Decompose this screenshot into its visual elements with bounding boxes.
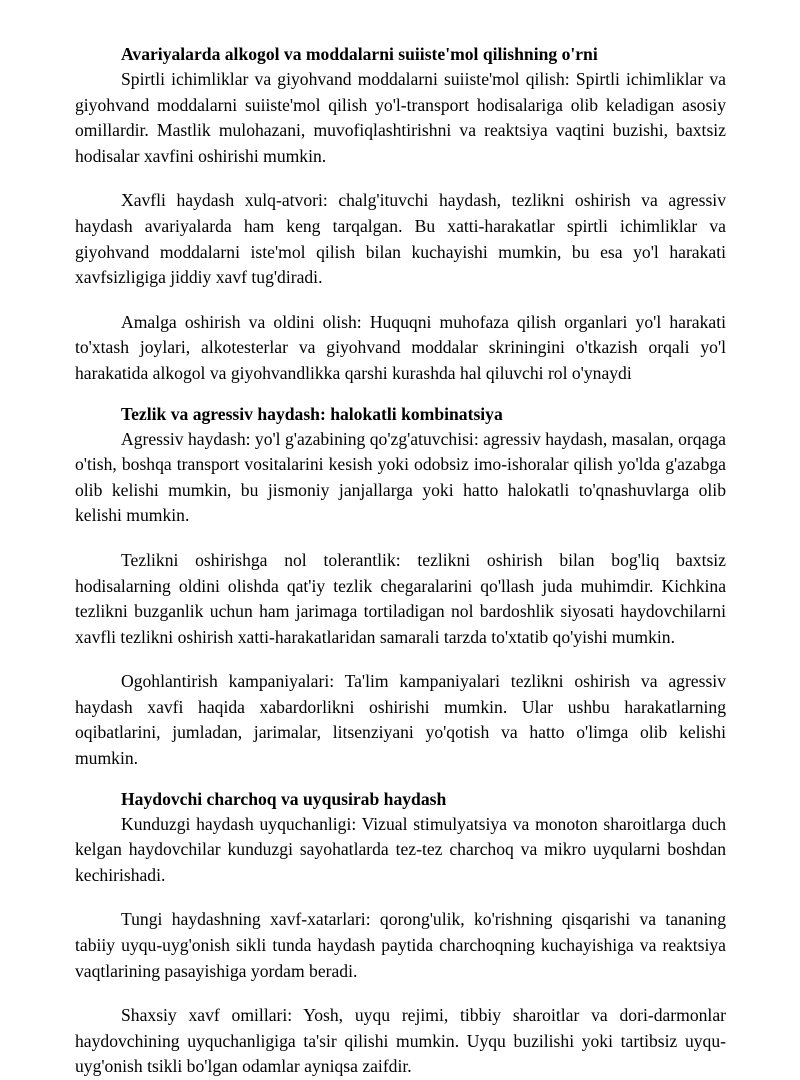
section-heading-speeding: Tezlik va agressiv haydash: halokatli kombinatsiya [121,403,503,424]
paragraph-awareness-campaigns: Ogohlantirish kampaniyalari: Ta'lim kampaniyalari tezlikni oshirish va agressiv haydash xavfi haqida xabardorlikni oshirishi mumkin. Ular ushbu harakatlarning oqibatlarini, jumladan, jarimalar, litsenziyani yo'qotish va hatto o'limga olib kelishi mumkin. [75,671,726,769]
paragraph-aggressive-driving: Agressiv haydash: yo'l g'azabining qo'zg'atuvchisi: agressiv haydash, masalan, orqaga o'tish, boshqa transport vositalarini kesish yoki odobsiz imo-ishoralar qilish yo'lda g'azabga olib kelishi mumkin, bu jismoniy janjallarga yoki hatto halokatli to'qnashuvlarga olib kelishi mumkin. [75,428,726,526]
section-heading-fatigue: Haydovchi charchoq va uyqusirab haydash [121,788,447,809]
paragraph-night-driving: Tungi haydashning xavf-xatarlari: qorong'ulik, ko'rishning qisqarishi va tananing tabiiy uyqu-uyg'onish sikli tunda haydash paytida charchoqning kuchayishiga va reaktsiya vaqtlarining pasayishiga yordam beradi. [75,909,726,981]
paragraph-substance-abuse: Spirtli ichimliklar va giyohvand moddalarni suiiste'mol qilish: Spirtli ichimliklar va giyohvand moddalarni suiiste'mol qilish yo'l-transport hodisalariga olib keladigan asosiy omillardir. Mastlik mulohazani, muvofiqlashtirishni va reaktsiya vaqtini buzishi, baxtsiz hodisalar xavfini oshirishi mumkin. [75,69,726,166]
section-heading-alcohol: Avariyalarda alkogol va moddalarni suiiste'mol qilishning o'rni [121,44,598,64]
paragraph-zero-tolerance: Tezlikni oshirishga nol tolerantlik: tezlikni oshirish bilan bog'liq baxtsiz hodisalarning oldini olishda qat'iy tezlik chegaralarini qo'llash juda muhimdir. Kichkina tezlikni buzganlik uchun ham jarimaga tortiladigan nol bardoshlik siyosati haydovchilarni xavfli tezlikni oshirish xatti-harakatlaridan samarali tarzda to'xtatib qo'yishi mumkin. [75,549,726,647]
paragraph-personal-risk: Shaxsiy xavf omillari: Yosh, uyqu rejimi, tibbiy sharoitlar va dori-darmonlar haydovchining uyquchanligiga ta'sir qilishi mumkin. Uyqu buzilishi yoki tartibsiz uyqu-uyg'onish tsikli bo'lgan odamlar ayniqsa zaifdir. [75,1005,726,1077]
paragraph-risky-driving: Xavfli haydash xulq-atvori: chalg'ituvchi haydash, tezlikni oshirish va agressiv haydash avariyalarda ham keng tarqalgan. Bu xatti-harakatlar spirtli ichimliklar va giyohvand moddalarni iste'mol qilish bilan kuchayishi mumkin, bu esa yo'l harakati xavfsizligiga jiddiy xavf tug'diradi. [75,190,726,288]
paragraph-enforcement: Amalga oshirish va oldini olish: Huquqni muhofaza qilish organlari yo'l harakati to'xtash joylari, alkotesterlar va giyohvand moddalar skriningini o'tkazish orqali yo'l harakatida alkogol va giyohvandlikka qarshi kurashda hal qiluvchi rol o'ynaydi [75,311,726,383]
paragraph-daytime-drowsiness: Kunduzgi haydash uyquchanligi: Vizual stimulyatsiya va monoton sharoitlarga duch kelgan haydovchilar kunduzgi sayohatlarda tez-tez charchoq va mikro uyqularni boshdan kechirishadi. [75,813,726,885]
